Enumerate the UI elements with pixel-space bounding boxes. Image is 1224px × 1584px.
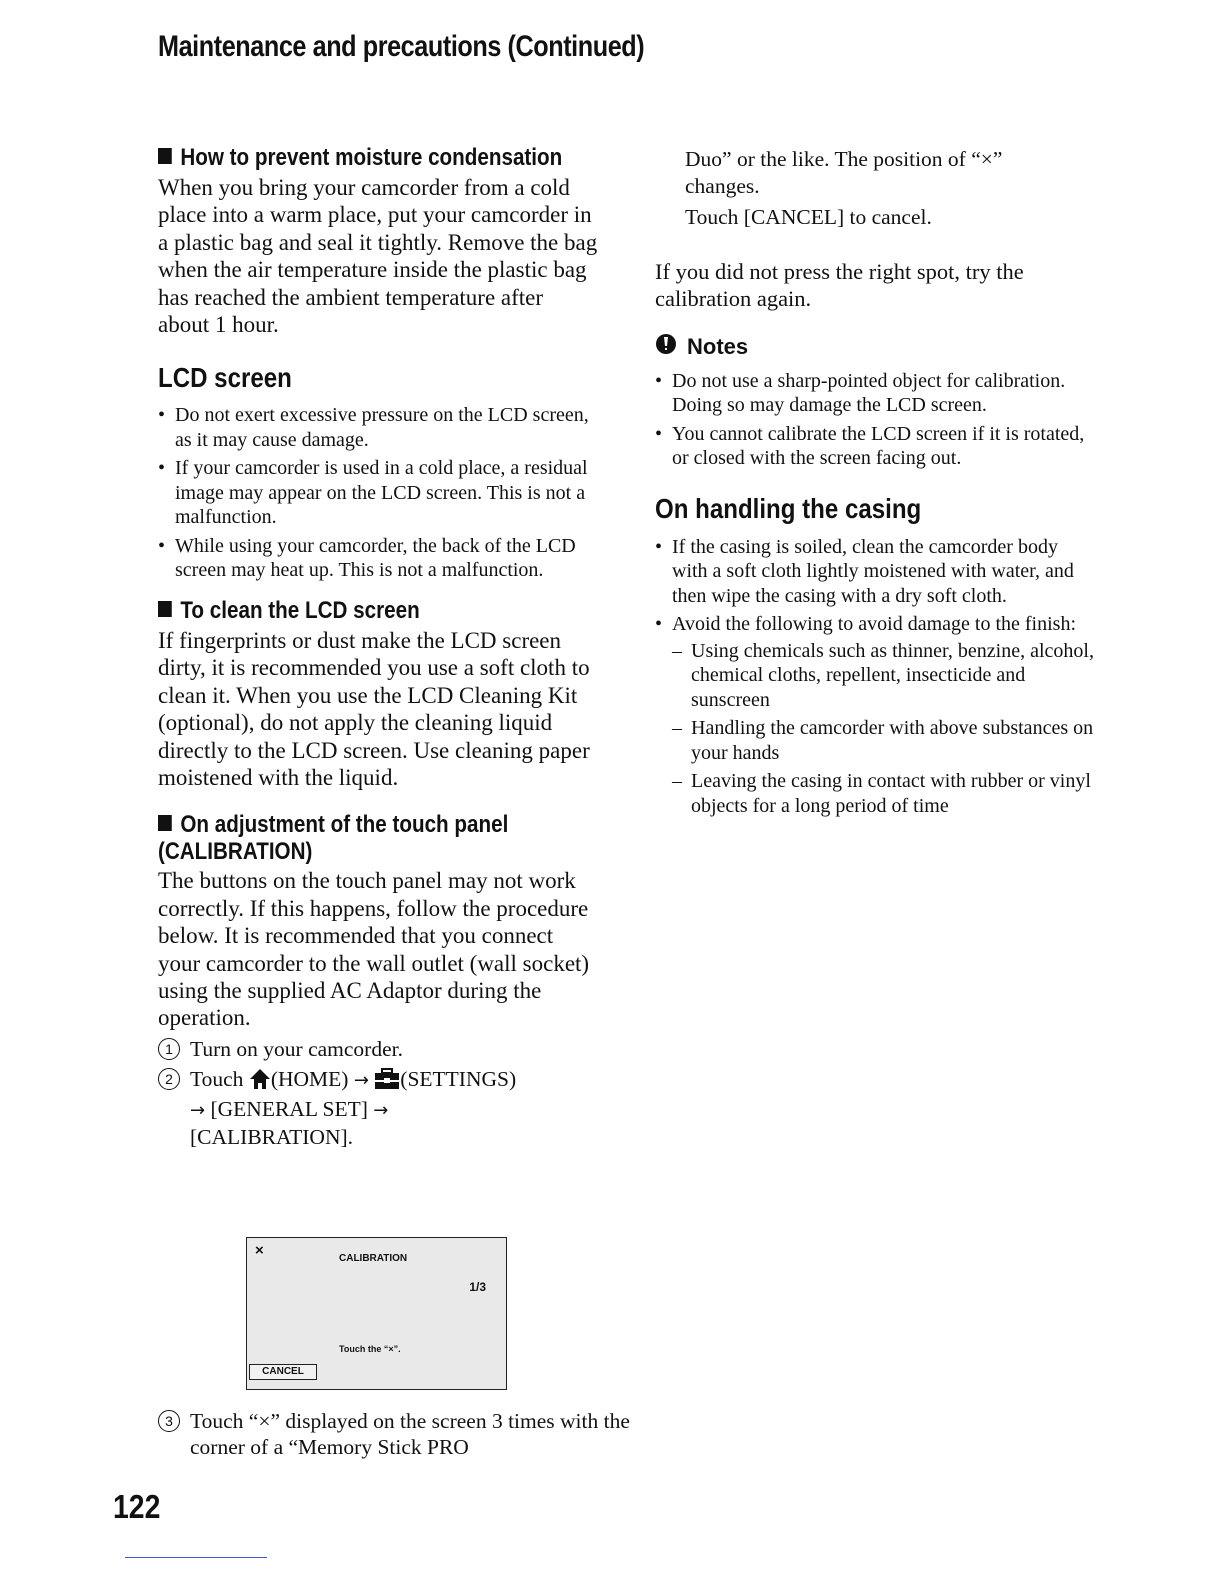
screen-hint: Touch the “×”. (339, 1344, 401, 1354)
casing-section-heading: On handling the casing (655, 492, 922, 524)
page-number: 122 (113, 1488, 161, 1525)
step-1: 1 Turn on your camcorder. (158, 1036, 598, 1062)
list-item: – Leaving the casing in contact with rubber or vinyl objects for a long period of time (672, 769, 1095, 818)
settings-toolbox-icon (374, 1068, 400, 1096)
cancel-button: CANCEL (249, 1364, 317, 1380)
clean-heading: To clean the LCD screen (158, 597, 536, 624)
cancel-instruction: Touch [CANCEL] to cancel. (685, 205, 932, 229)
list-item: • Avoid the following to avoid damage to the finish: – Using chemicals such as thinner, benzine, alcohol, chemical cloths, repellent, insecticide and sunscreen – Handling the camcorder with above substances on your hands – Leaving the casing in contact with rubber or vinyl objects for a long period of time (655, 612, 1095, 818)
casing-sub-list (672, 639, 1095, 819)
step-number: 2 (158, 1068, 180, 1090)
square-bullet-icon (158, 815, 172, 831)
list-item: • Do not use a sharp-pointed object for calibration. Doing so may damage the LCD screen. (655, 369, 1095, 418)
home-icon (249, 1068, 271, 1096)
list-item: • If your camcorder is used in a cold place, a residual image may appear on the LCD screen. This is not a malfunction. (158, 456, 598, 530)
list-item: • You cannot calibrate the LCD screen if it is rotated, or closed with the screen facing out. (655, 422, 1095, 471)
right-column (655, 146, 1095, 822)
calibration-heading: On adjustment of the touch panel (CALIBRATION) (158, 811, 509, 866)
notes-icon (655, 333, 677, 361)
square-bullet-icon (158, 601, 172, 617)
screen-page-indicator: 1/3 (469, 1280, 486, 1294)
list-item: – Handling the camcorder with above substances on your hands (672, 716, 1095, 765)
list-item: – Using chemicals such as thinner, benzine, alcohol, chemical cloths, repellent, insecticide and sunscreen (672, 639, 1095, 713)
step-3: 3 Touch “×” displayed on the screen 3 times with the corner of a “Memory Stick PRO (158, 1408, 630, 1460)
moisture-body: When you bring your camcorder from a cold place into a warm place, put your camcorder in a plastic bag and seal it tightly. Remove the bag when the air temperature inside the plastic bag has reached the ambient temperature after about 1 hour. (158, 175, 598, 338)
continued-text: Duo” or the like. The position of “×” changes. (685, 147, 1003, 198)
footer-divider (125, 1557, 267, 1558)
left-column (158, 144, 598, 1150)
close-icon: × (255, 1242, 264, 1259)
list-item: • While using your camcorder, the back of the LCD screen may heat up. This is not a malfunction. (158, 534, 598, 583)
notes-heading: Notes (655, 333, 1095, 361)
square-bullet-icon (158, 148, 172, 164)
step-2: 2 Touch (HOME) → (SETTINGS) → [GENERAL SET] → [CALIBRATION]. (158, 1066, 598, 1150)
screen-title: CALIBRATION (339, 1253, 408, 1264)
casing-bullets (655, 535, 1095, 819)
retry-text: If you did not press the right spot, try the calibration again. (655, 259, 1024, 312)
lcd-bullets (158, 403, 598, 583)
list-item: • If the casing is soiled, clean the camcorder body with a soft cloth lightly moistened with water, and then wipe the casing with a dry soft cloth. (655, 535, 1095, 609)
page-title: Maintenance and precautions (Continued) (158, 30, 645, 63)
moisture-heading: How to prevent moisture condensation (158, 144, 536, 171)
step-number: 1 (158, 1038, 180, 1060)
list-item: • Do not exert excessive pressure on the LCD screen, as it may cause damage. (158, 403, 598, 452)
calibration-screen-illustration (246, 1237, 507, 1390)
calibration-body: The buttons on the touch panel may not work correctly. If this happens, follow the procedure below. It is recommended that you connect your camcorder to the wall outlet (wall socket) using the supplied AC Adaptor during the operation. (158, 868, 590, 1031)
step-number: 3 (158, 1410, 180, 1432)
clean-body: If fingerprints or dust make the LCD screen dirty, it is recommended you use a soft cloth to clean it. When you use the LCD Cleaning Kit (optional), do not apply the cleaning liquid directly to the LCD screen. Use cleaning paper moistened with the liquid. (158, 627, 590, 790)
lcd-section-heading: LCD screen (158, 362, 292, 394)
notes-list (655, 369, 1095, 471)
